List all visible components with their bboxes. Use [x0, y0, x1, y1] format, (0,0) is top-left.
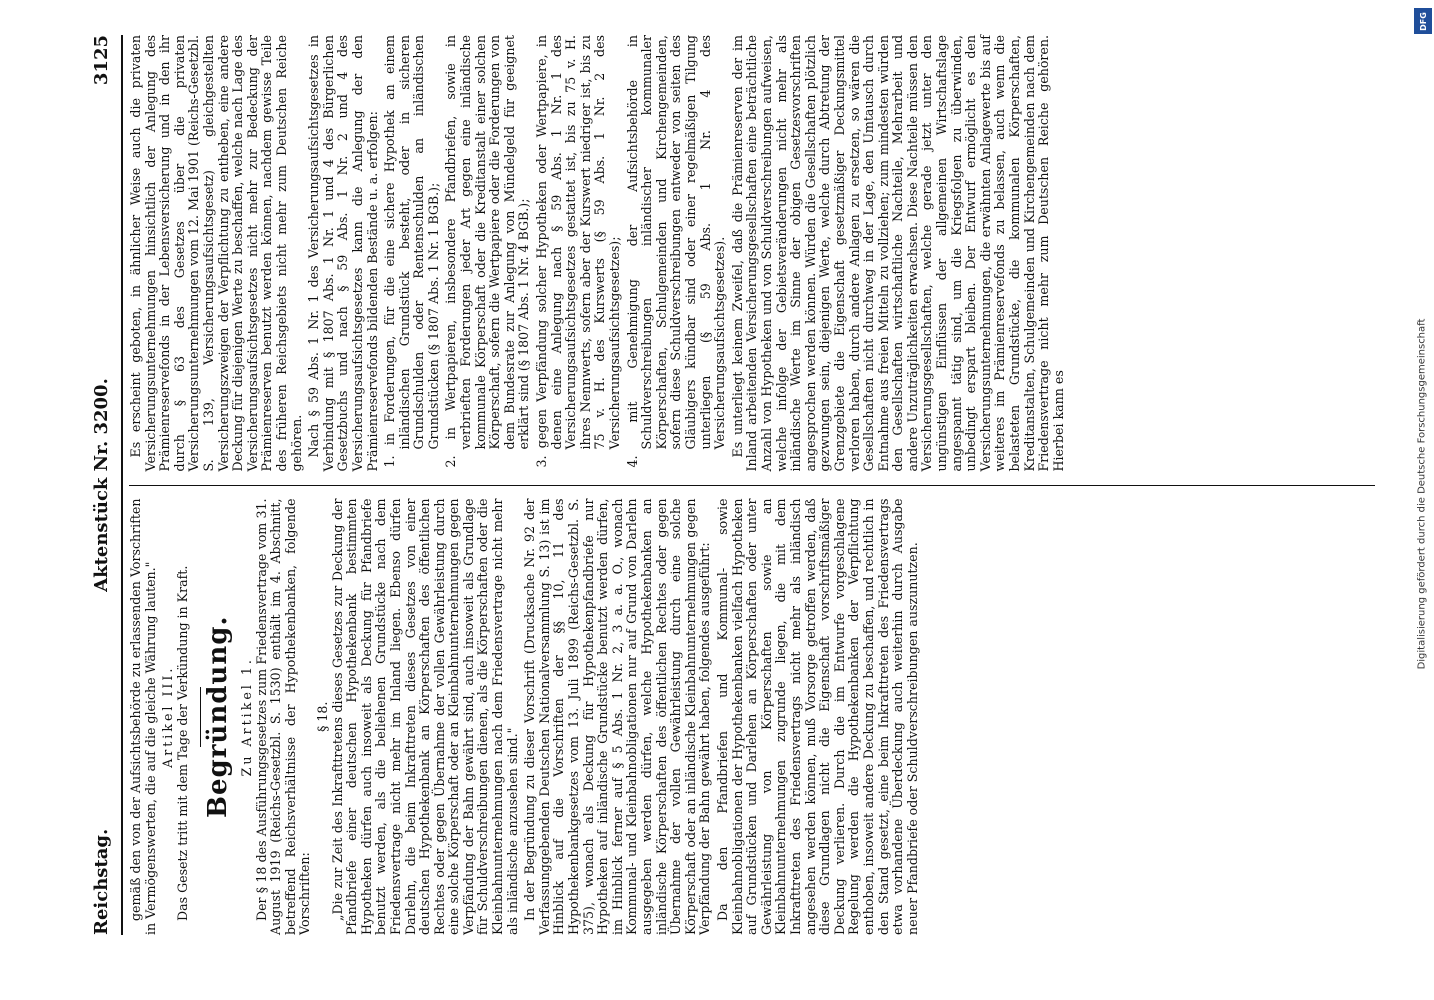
page-number: 3125 [91, 35, 112, 86]
section-title: Begründung. [203, 615, 234, 818]
article-heading: Zu Artikel 1. [238, 657, 254, 777]
credit-text: Digitalisierung gefördert durch die Deutsche Forschungsgemeinschaft [1416, 318, 1428, 670]
paragraph: Der § 18 des Ausführungsgesetzes zum Friedensvertrage vom 31. August 1919 (Reichs-Gesetzbl. S. 1530) enthält im 4. Abschnitt, betreffend Reichsverhältnisse der Hypothekenbanken, folgende Vorschriften: [253, 498, 313, 935]
paragraph: Nach § 59 Abs. 1 Nr. 1 des Versicherungsaufsichtsgesetzes in Verbindung mit § 1807 Abs. 1 Nr. 1 und 4 des Bürgerlichen Gesetzbuchs und nach § 59 Abs. 1 Nr. 2 und 4 des Versicherungsaufsichtsgesetzes kann die Anlegung der den Prämienreservefonds bildenden Bestände u. a. erfolgen: [306, 35, 380, 472]
document-page [85, 35, 1375, 935]
list-item: 4. mit Genehmigung der Aufsichtsbehörde in Schuldverschreibungen inländischer kommunaler Körperschaften, Schulgemeinden und Kirchengemeinden, sofern diese Schuldverschreibungen entweder von seiten des Gläubigers kündbar sind oder einer regelmäßigen Tilgung unterliegen (§ 59 Abs. 1 Nr. 4 des Versicherungsaufsichtsgesetzes). [624, 35, 728, 468]
list-item: 1. in Forderungen, für die eine sichere Hypothek an einem inländischen Grundstück besteht, oder in sicheren Grundschulden oder Rentenschulden an inländischen Grundstücken (§ 1807 Abs. 1 Nr. 1 BGB.); [382, 35, 441, 468]
dfg-logo-text: DFG [1418, 11, 1428, 31]
header-left: Reichstag. [91, 828, 112, 935]
paragraph: Es unterliegt keinem Zweifel, daß die Prämienreserven der im Inland arbeitenden Versicherungsgesellschaften eine beträchtliche Anzahl von Hypotheken und von Schuldverschreibungen aufweisen, welche infolge der Gebietsveränderungen nicht mehr als inländische Werte im Sinne der obigen Gesetzesvorschriften angesprochen werden können. Würden die Gesellschaften plötzlich gezwungen sein, diejenigen Werte, welche durch Abtretung der Grenzgebiete die Eigenschaft gesetzmäßiger Deckungsmittel verloren haben, durch andere Anlagen zu ersetzen, so wären die Gesellschaften nicht durchweg in der Lage, den Umtausch durch Entnahme aus freien Mitteln zu vollziehen; zum mindesten würden den Gesellschaften wirtschaftliche Nachteile, Mehrarbeit und andere Unzuträglichkeiten erwachsen. Diese Nachteile müssen den Versicherungsgesellschaften, welche gerade jetzt unter den ungünstigen Einflüssen der allgemeinen Wirtschaftslage angespannt tätig sind, um die Kriegsfolgen zu überwinden, unbedingt erspart bleiben. Der Entwurf ermöglicht es den Versicherungsunternehmungen, die erwähnten Anlagewerte bis auf weiteres im Prämienreservefonds zu belassen, auch wenn die belasteten Grundstücke, die kommunalen Körperschaften, Kreditanstalten, Schulgemeinden und Kirchengemeinden nach dem Friedensvertrage nicht mehr zum Deutschen Reiche gehören. Hierbei kann es [729, 35, 1066, 472]
page-header [85, 35, 123, 935]
paragraph: gemäß den von der Aufsichtsbehörde zu erlassenden Vorschriften in Vermögenswerten, die auf die gleiche Währung lauten." [128, 498, 158, 935]
rotated-sheet [85, 35, 1375, 935]
quote-paragraph: „Die zur Zeit des Inkrafttretens dieses Gesetzes zur Deckung der Pfandbriefe einer deutschen Hypothekenbank bestimmten Hypotheken dürfen auch insoweit als Deckung für Pfandbriefe benutzt werden, als die beliehenen Grundstücke nach dem Friedensvertrage nicht mehr im Inland liegen. Ebenso dürfen Darlehn, die beim Inkrafttreten dieses Gesetzes von einer deutschen Hypothekenbank an Körperschaften des öffentlichen Rechtes oder gegen Übernahme der vollen Gewährleistung durch eine solche Körperschaft oder an Kleinbahnunternehmungen gegen Verpfändung der Bahn gewährt sind, auch insoweit als Grundlage für Schuldverschreibungen dienen, als die Körperschaften oder die Kleinbahnunternehmungen nach dem Friedensvertrage nicht mehr als inländische anzusehen sind." [329, 498, 520, 935]
list-item: 2. in Wertpapieren, insbesondere Pfandbriefen, sowie in verbrieften Forderungen jeder Art gegen eine inländische kommunale Körperschaft oder die Kreditanstalt einer solchen Körperschaft, sofern die Wertpapiere oder die Forderungen von dem Bundesrate zur Anlegung von Mündelgeld für geeignet erklärt sind (§ 1807 Abs. 1 Nr. 4 BGB.); [443, 35, 532, 468]
divider [200, 687, 201, 747]
section-number: § 18. [314, 701, 330, 732]
left-column [129, 486, 1375, 936]
paragraph: Da den Pfandbriefen und Kommunal- sowie Kleinbahnobligationen der Hypothekenbanken vielfach Hypotheken auf Grundstücken und Darlehen an Körperschaften oder unter Gewährleistung von Körperschaften sowie an Kleinbahnunternehmungen zugrunde liegen, die mit dem Inkrafttreten des Friedensvertrags nicht mehr als inländisch angesehen werden können, muß Vorsorge getroffen werden, daß diese Grundlagen nicht die Eigenschaft vorschriftsmäßiger Deckung verlieren. Durch die im Entwurfe vorgeschlagene Regelung werden die Hypothekenbanken der Verpflichtung enthoben, insoweit andere Deckung zu beschaffen, und rechtlich in den Stand gesetzt, eine beim Inkrafttreten des Friedensvertrags etwa vorhandene Überdeckung auch weiterhin durch Ausgabe neuer Pfandbriefe oder Schuldverschreibungen auszunutzen. [714, 498, 920, 935]
paragraph: Es erscheint geboten, in ähnlicher Weise auch die privaten Versicherungsunternehmungen hinsichtlich der Anlegung des Prämienreservefonds in der Lebensversicherung und in den ihr durch § 63 des Gesetzes über die privaten Versicherungsunternehmungen vom 12. Mai 1901 (Reichs-Gesetzbl. S. 139, Versicherungsaufsichtsgesetz) gleichgestellten Versicherungszweigen der Verpflichtung zu entheben, eine andere Deckung für diejenigen Werte zu beschaffen, welche nach Lage des Versicherungsaufsichtsgesetzes nicht mehr zur Bedeckung der Prämienreserven benutzt werden können, nachdem gewisse Teile des früheren Reichsgebiets nicht mehr zum Deutschen Reiche gehören. [128, 35, 304, 472]
dfg-logo [1414, 8, 1432, 34]
header-title: Aktenstück Nr. 3200. [91, 378, 112, 592]
article-heading: Artikel III. [160, 665, 176, 768]
digitization-credit [1414, 11, 1430, 974]
text-columns [129, 35, 1375, 935]
right-column [129, 35, 1375, 472]
paragraph: Das Gesetz tritt mit dem Tage der Verkündung in Kraft. [174, 565, 190, 921]
list-item: 3. gegen Verpfändung solcher Hypotheken oder Wertpapiere, in denen eine Anlegung nach § 59 Abs. 1 Nr. 1 des Versicherungsaufsichtsgesetzes gestattet ist, bis zu 75 v. H. ihres Nennwerts, sofern aber der Kurswert niedriger ist, bis zu 75 v. H. des Kurswerts (§ 59 Abs. 1 Nr. 2 des Versicherungsaufsichtsgesetzes); [534, 35, 622, 468]
paragraph: In der Begründung zu dieser Vorschrift (Drucksache Nr. 92 der Verfassunggebenden Deutschen Nationalversammlung S. 13) ist im Hinblick auf die Vorschriften der §§ 10, 11 des Hypothekenbankgesetzes vom 13. Juli 1899 (Reichs-Gesetzbl. S. 375), wonach als Deckung für Hypothekenpfandbriefe nur Hypotheken auf inländische Grundstücke benutzt werden dürfen, im Hinblick ferner auf § 5 Abs. 1 Nr. 2, 3 a. a. O., wonach Kommunal- und Kleinbahnobligationen nur auf Grund von Darlehn ausgegeben werden dürfen, welche Hypothekenbanken an inländische Körperschaften des öffentlichen Rechtes oder gegen Übernahme der vollen Gewährleistung durch eine solche Körperschaft oder an inländische Kleinbahnunternehmungen gegen Verpfändung der Bahn gewährt haben, folgendes ausgeführt: [522, 498, 713, 935]
